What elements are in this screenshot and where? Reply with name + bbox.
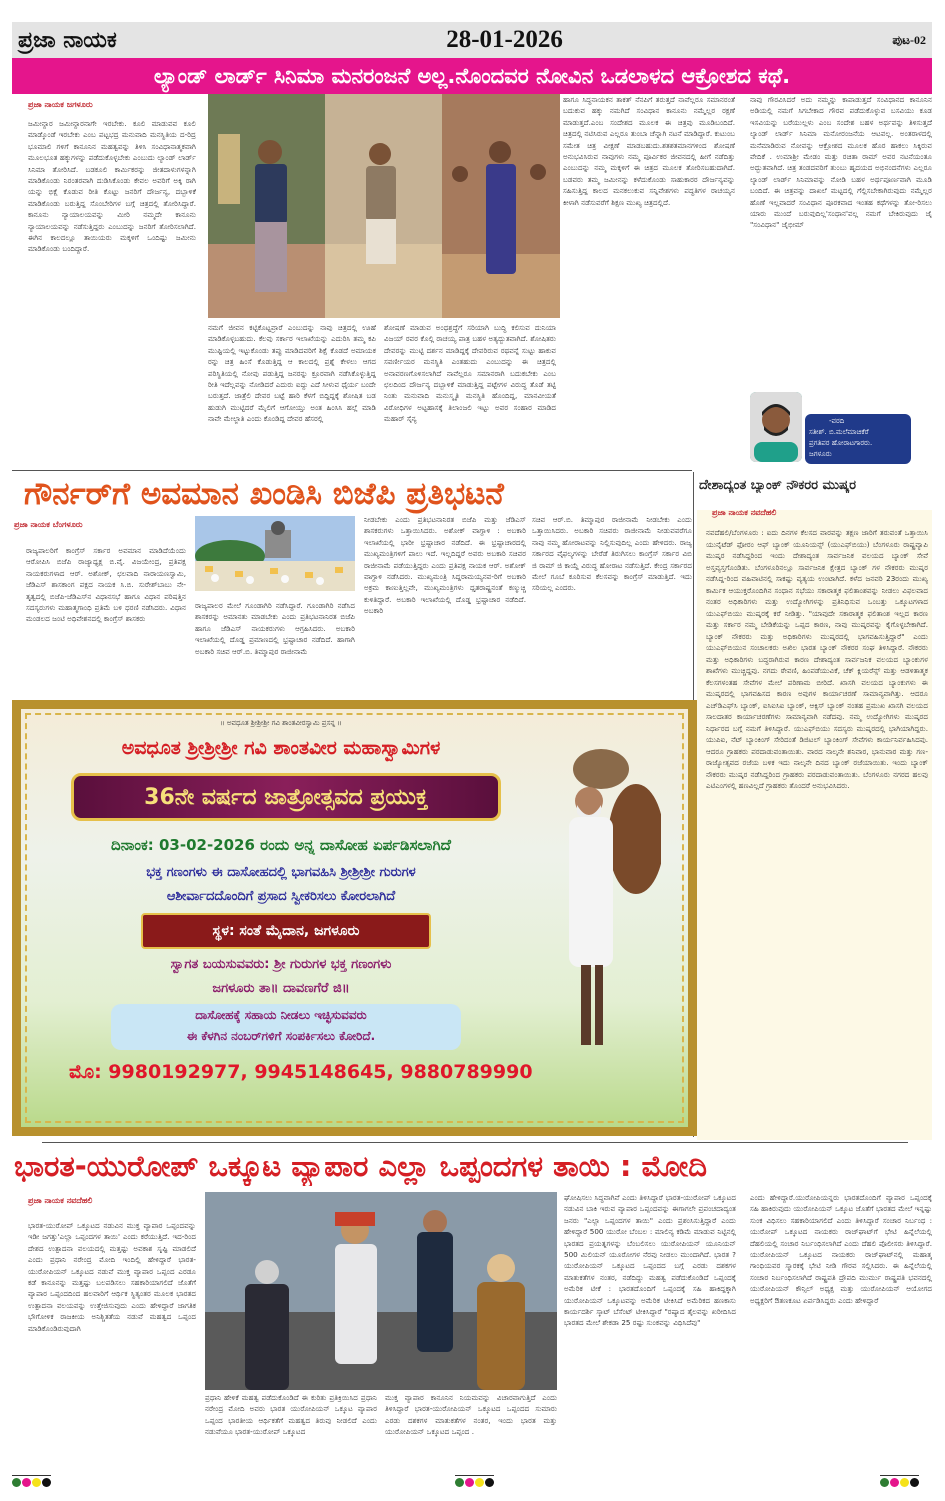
story1-column-1: ಜಮೀನ್ದಾರ ಜಮೀನ್ದಾರನಾಗೇ ಇರಬೇಕು. ಕೂಲಿ ಮಾಡುವವ ಕೂಲಿ ಮಾಡ್ಕೊಂಡೆ ಇರಬೇಕು ಎಂಬ ಪಟ್ಟಭದ್ರ ಮನುವಾದಿ ಮನಸ್ಥಿತಿಯ ದ-ರಿದ್ರ ಭೂಮಾಲಿ ಗಳಿಗೆ ಕಾನೂನಿನ ಮಹತ್ವವನ್ನು ತಿಳಿಸಿ ಸಂವಿಧಾನಾತ್ಮಕವಾಗಿ ಮೂಲಭೂತ ಹಕ್ಕುಗಳನ್ನು ಪಡೆದುಕೊಳ್ಳಬೇಕು ಎಂಬುದು ಲ್ಯಾಂಡ್ ಲಾರ್ಡ್ ಸಿನಿಮಾ ತೋರಿಸಿದೆ. ಬಡಕೂಲಿ ಕಾರ್ಮಿಕರನ್ನು ಜೀತದಾಳುಗಳನ್ನಾಗಿ ಮಾಡಿಕೊಂಡು ನಿರಂತರವಾಗಿ ದುಡಿಸಿಕೊಂಡು ಕೇವಲ ಅವರಿಗೆ ಅಕ್ಕಿ ರಾಗಿ ಯನ್ನು ಭಿಕ್ಷೆ ಕೊಡುವ ರೀತಿ ಕೊಟ್ಟು ಜನರಿಗೆ ದೌರ್ಜನ್ಯ, ದಬ್ಬಾಳಿಕೆ ಮಾಡಿಕೊಂಡು ಬರುತ್ತಿದ್ದ ಸೊಂಬೇರಿಗಳ ಬಗ್ಗೆ ಚಿತ್ರದಲ್ಲಿ ತೋರಿಸಿದ್ದಾರೆ. ಕಾನೂನು ನ್ಯಾಯಾಲಯವನ್ನು ಮೀರಿ ನಮ್ಮದೇ ಕಾನೂನು ನ್ಯಾಯಾಲಯವನ್ನು ನಡೆಸುತ್ತಿದ್ದರು ಎಂಬುದನ್ನು ಜನರಿಗೆ ತೋರಿಸಲಾಗಿದೆ. ಈಗಿನ ಕಾಲದಲ್ಲೂ ತಾಯಿಯರು ಮಕ್ಕಳಿಗೆ ಒಂದಿಷ್ಟು ಜಮೀನು ಮಾಡಿಕೊಂಡು ಬಂದಿದ್ದಾರೆ.: [28, 119, 196, 254]
story2-column-4: ಸಚಿವ ಆರ್.ಬಿ. ತಿಮ್ಮಾಪುರ ರಾಜೀನಾಮೆ ನೀಡಬೇಕು ಎಂದು ಒತ್ತಾಯಿಸಿದರು. ಅಬಕಾರಿ ಸಚಿವರು ರಾಜೀನಾಮೆ ನೀಡುವವರೆಗೂ ನಾವು ನಮ್ಮ ಹೋರಾಟವನ್ನು ನಿಲ್ಲಿಸುವುದಿಲ್ಲ ಎಂದು ಹೇಳಿದರು. ರಾಜ್ಯ ಸರ್ಕಾರದ ವೈಫಲ್ಯಗಳನ್ನು ಬೇರೆಡೆ ತಿರುಗಿಸಲು ಕಾಂಗ್ರೆಸ್ ಸರ್ಕಾರ ವಿಬಿ ಜಿ ರಾಮ್ ಜಿ ಕಾಯ್ದೆ ವಿರುದ್ಧ ಹೋರಾಟ ನಡೆಸುತ್ತಿದೆ. ಕೇಂದ್ರ ಸರ್ಕಾರದ ಮೇಲೆ ಗೂಬೆ ಕೂರಿಸುವ ಕೆಲಸವನ್ನು ಕಾಂಗ್ರೆಸ್ ಮಾಡುತ್ತಿದೆ. ಇದು ಸರಿಯಲ್ಲ ಎಂದರು.: [532, 515, 692, 593]
ad-line-1: ಭಕ್ತ ಗಣಂಗಳು ಈ ದಾಸೋಹದಲ್ಲಿ ಭಾಗವಹಿಸಿ ಶ್ರೀಶ್ರೀಶ್ರೀ ಗುರುಗಳ: [146, 865, 416, 880]
author-name: ಸತೀಶ್. ಬಿ.ಮಲೆಮಾಚಿಕೆರೆ: [809, 428, 869, 436]
story2-column-2: ರಾಜ್ಯಪಾಲರ ಮೇಲೆ ಗೂಂಡಾಗಿರಿ ನಡೆಸಿದ್ದಾರೆ. ಗೂಂಡಾಗಿರಿ ನಡೆಸಿದ ಶಾಸಕರನ್ನು ಅಮಾನತು ಮಾಡಬೇಕು ಎಂದು ಪ್ರತಿಭಟನಾನಿರತ ಬಿಜೆಪಿ ಹಾಗೂ ಜೆಡಿಎಸ್ ನಾಯಕರುಗಳು ಆಗ್ರಹಿಸಿದರು. ಅಬಕಾರಿ ಇಲಾಖೆಯಲ್ಲಿ ದೊಡ್ಡ ಪ್ರಮಾಣದಲ್ಲಿ ಭ್ರಷ್ಟಾಚಾರ ನಡೆದಿದೆ. ಹಾಗಾಗಿ ಅಬಕಾರಿ ಸಚಿವ ಆರ್.ಬಿ. ತಿಮ್ಮಾಪುರ ರಾಜೀನಾಮೆ: [195, 601, 355, 656]
story1-column-4: ಹಾಗೂ ಸಿದ್ಧನಾಯಕನ ತಾಕತ್ ನೆನಪಿಗೆ ತರುತ್ತದೆ ನಾವೆಲ್ಲರೂ ಸಮಾನರಂತೆ ಬದುಕುವ ಹಕ್ಕು ನಮಗಿದೆ ಸಂವಿಧಾನ ಕಾನೂನು ನಮ್ಮೆಲ್ಲರ ರಕ್ಷಣೆ ಮಾಡುತ್ತದೆ.ಎಂಬ ಸಂದೇಶದ ಮೂಲಕ ಈ ಚಿತ್ರವು ಮೂಡಿಬಂದಿದೆ. ಚಿತ್ರದಲ್ಲಿ ನಟಿಸಿರುವ ಎಲ್ಲರೂ ತುಂಬಾ ಚೆನ್ನಾಗಿ ನಟನೆ ಮಾಡಿದ್ದಾರೆ. ಕುಟುಂಬ ಸಮೇತ ಚಿತ್ರ ವೀಕ್ಷಣೆ ಮಾಡಬಹುದು.ಶತಶತಮಾನಗಳಿಂದ ಶೋಷಣೆ ಅನುಭವಿಸಿರುವ ನಾವುಗಳು ನಮ್ಮ ಪೂರ್ವಿಕರ ಜೀವನದಲ್ಲಿ ಹೀಗೆ ನಡೆದಿತ್ತು ಎಂಬುದನ್ನು ನಮ್ಮ ಮಕ್ಕಳಿಗೆ ಈ ಚಿತ್ರದ ಮೂಲಕ ತೋರಿಸಬಹುದಾಗಿದೆ. ಬಡವರು ತಮ್ಮ ಜಮೀನನ್ನು ಕಳೆದುಕೊಂಡು ಸಾಹುಕಾರರ ದೌರ್ಜನ್ಯವನ್ನು ಸಹಿಸುತ್ತಿದ್ದ ಕಾಲದ ಮನಕಲುಕುವ ಸನ್ನಿವೇಶಗಳು ಪದ್ಧತಿಗಳ ರಾಚಯ್ಯನ ಕೀಳಾಗಿ ನಡೆಸುವರೆಗೆ ಶಿಕ್ಷಣ ಮುಖ್ಯ ಚಿತ್ರದಲ್ಲಿದೆ.: [563, 95, 735, 207]
swami-image: [541, 729, 661, 1059]
story4-photo: [205, 1192, 557, 1390]
protest-image: [195, 516, 355, 591]
ad-phones: ಮೊ: 9980192977, 9945148645, 9880789990: [69, 1061, 533, 1083]
story4-column-2: ಪ್ರಧಾನಿ ಹೇಳಿಕೆ ಮಹತ್ವ ಪಡೆದುಕೊಂಡಿದೆ ಈ ಕುರಿತು ಪ್ರತಿಕ್ರಿಯಿಸಿದ ಪ್ರಧಾನಿ ನರೇಂದ್ರ ಮೋದಿ ಅವರು ಭಾರತ ಯುರೋಪಿಯನ್ ಒಕ್ಕೂಟ ವ್ಯಾಪಾರ ಒಪ್ಪಂದ ಭಾರತೀಯ ಆರ್ಥಿಕತೆಗೆ ಮಹತ್ವದ ತಿರುವು ನೀಡಲಿದೆ ಎಂದು ನಡುವೆಯೂ ಭಾರತ-ಯುರೋಪ್ ಒಕ್ಕೂಟದ: [205, 1393, 377, 1437]
author-photo: [750, 392, 802, 462]
story2-column-1: ರಾಜ್ಯಪಾಲರಿಗೆ ಕಾಂಗ್ರೆಸ್ ಸರ್ಕಾರ ಅವಮಾನ ಮಾಡಿದೆಯೆಂದು ಆರೋಪಿಸಿ ಬಿಜೆಪಿ ರಾಜ್ಯಾಧ್ಯಕ್ಷ ಬಿ.ವೈ. ವಿಜಯೇಂದ್ರ, ಪ್ರತಿಪಕ್ಷ ನಾಯಕರುಗಳಾದ ಆರ್. ಅಶೋಕ್, ಛಲವಾದಿ ನಾರಾಯಣಸ್ವಾಮಿ, ಜೆಡಿಎಸ್ ಶಾಸಕಾಂಗ ಪಕ್ಷದ ನಾಯಕ ಸಿ.ಬಿ. ಸುರೇಶ್‌ಬಾಬು ನೇ-ತೃತ್ವದಲ್ಲಿ ಬಿಜೆಪಿ-ಜೆಡಿಎಸ್‌ನ ವಿಧಾನಸಭೆ ಹಾಗೂ ವಿಧಾನ ಪರಿಷತ್ತಿನ ಸದಸ್ಯರುಗಳು ಮಹಾತ್ಮಗಾಂಧಿ ಪ್ರತಿಮೆ ಬಳಿ ಧರಣಿ ನಡೆಸಿದರು. ವಿಧಾನ ಮಂಡಲದ ಜಂಟಿ ಅಧಿವೇಶನದಲ್ಲಿ ಕಾಂಗ್ರೆಸ್ ಶಾಸಕರು: [26, 546, 186, 624]
author-sign: -ವರದಿ: [829, 417, 845, 425]
ad-help-1: ದಾಸೋಹಕ್ಕೆ ಸಹಾಯ ನೀಡಲು ಇಚ್ಛಿಸುವವರು: [195, 1008, 367, 1022]
ad-place: ಜಗಳೂರು ತಾ॥ ದಾವಣಗೆರೆ ಜಿ॥: [212, 981, 350, 996]
ad-venue: ಸ್ಥಳ: ಸಂತೆ ಮೈದಾನ, ಜಗಳೂರು: [212, 923, 360, 939]
author-box: [805, 414, 911, 464]
story2-byline: ಪ್ರಜಾ ನಾಯಕ ಬೆಂಗಳೂರು: [14, 520, 83, 529]
newspaper-title: ಪ್ರಜಾ ನಾಯಕ: [18, 27, 117, 53]
story2-column-3: ನೀಡಬೇಕು ಎಂದು ಪ್ರತಿಭಟನಾನಿರತ ಬಿಜೆಪಿ ಮತ್ತು ಜೆಡಿಎಸ್ ಶಾಸಕರುಗಳು ಒತ್ತಾಯಿಸಿದರು. ಅಶೋಕ್ ವಾಗ್ದಾಳಿ : ಅಬಕಾರಿ ಇಲಾಖೆಯಲ್ಲಿ ಭಾರೀ ಭ್ರಷ್ಟಾಚಾರ ನಡೆದಿದೆ. ಈ ಭ್ರಷ್ಟಾಚಾರದಲ್ಲಿ ಮುಖ್ಯಮಂತ್ರಿಗಳಿಗೆ ಪಾಲು ಇದೆ. ಇಲ್ಲದಿದ್ದರೆ ಅವರು ಅಬಕಾರಿ ಸಚಿವರ ರಾಜೀನಾಮೆ ಪಡೆಯುತ್ತಿದ್ದರು ಎಂದು ಪ್ರತಿಪಕ್ಷ ನಾಯಕ ಆರ್. ಅಶೋಕ್ ವಾಗ್ದಾಳಿ ನಡೆಸಿದರು. ಮುಖ್ಯಮಂತ್ರಿ ಸಿದ್ದರಾಮಯ್ಯನವ-ರಿಗೆ ಅಬಕಾರಿ ಅಕ್ರಮ ಕಾಣುತ್ತಿಲ್ಲವೇ, ಮುಖ್ಯಮಂತ್ರಿಗಳು ಧೃತರಾಷ್ಟ್ರನಂತೆ ಕಣ್ಮುಚ್ಚಿ ಕುಳಿತಿದ್ದಾರೆ. ಅಬಕಾರಿ ಇಲಾಖೆಯಲ್ಲಿ ದೊಡ್ಡ ಭ್ರಷ್ಟಾಚಾರ ನಡೆದಿದೆ. ಅಬಕಾರಿ: [364, 515, 526, 616]
swami-photo: [541, 729, 661, 1059]
masthead: [12, 22, 932, 58]
story1-column-3: ಶೋಷಣೆ ಮಾಡುವ ಅಂಧಶ್ರದ್ಧೆಗೆ ಸರಿಯಾಗಿ ಬುದ್ಧಿ ಕಲಿಸುವ ದುನಿಯಾ ವಿಜಯ್ ರವರ ಕೊಲ್ಲಿ ರಾಚಯ್ಯ ಪಾತ್ರ ಬಹಳ ಅತ್ಯದ್ಭುತವಾಗಿದೆ. ಶೋಷಿತರು ದೇವರನ್ನು ಮುಟ್ಟಿ ದರ್ಶನ ಮಾಡಿದ್ದಕ್ಕೆ ದೇವರಿರುವ ರಥವನ್ನೆ ಸುಟ್ಟು ಹಾಕುವ ಸವರ್ಣೀಯರ ಮನಸ್ಥಿತಿ ಎಂತಹುದು ಎಂಬುದನ್ನು ಈ ಚಿತ್ರದಲ್ಲಿ ಅನಾವರಣಗೊಳಿಸಲಾಗಿದೆ ನಾವೆಲ್ಲರೂ ಸಮಾನರಾಗಿ ಬದುಕಬೇಕು ಎಂಬ ಛಲದಿಂದ ದೌರ್ಜನ್ಯ ದಬ್ಬಾಳಿಕೆ ಮಾಡುತ್ತಿದ್ದ ಪಟ್ಟೇಗಳ ವಿರುದ್ಧ ತೊಡೆ ತಟ್ಟಿ ನಿಂತು ಮನುವಾದಿ ಮನುಸ್ಮೃತಿ ಮನಸ್ಥಿತಿ ಹೊಂದಿದ್ದ, ಮಾನವೀಯತೆ ವಿರೋಧಿಗಳ ಅಟ್ಟಹಾಸಕ್ಕೆ ತಿಲಾಂಜಲಿ ಇಟ್ಟು ಅವರ ಸಂಹಾರ ಮಾಡಿದ ಮಹಾರ್ ಸೈನ್ಯ: [384, 323, 556, 424]
ad-event-banner: [71, 773, 501, 821]
story4-byline: ಪ್ರಜಾ ನಾಯಕ ನವದೆಹಲಿ: [28, 1196, 93, 1205]
story4-column-4: ಘೋಷಿಸಲು ಸಿದ್ಧವಾಗಿವೆ ಎಂದು ತಿಳಿಸಿದ್ದಾರೆ ಭಾರತ-ಯುರೋಪ್ ಒಕ್ಕೂಟದ ನಡುವಿನ ಬಾಕಿ ಇರುವ ವ್ಯಾಪಾರ ಒಪ್ಪಂದವನ್ನು ಈಗಾಗಲೇ ಪ್ರಪಂಚದಾದ್ಯಂತ ಜನರು "ಎಲ್ಲಾ ಒಪ್ಪಂದಗಳ ತಾಯಿ" ಎಂದು ಪ್ರಶಂಸಿಸುತ್ತಿದ್ದಾರೆ ಎಂದು ಹೇಳಿದ್ದಾರೆ 500 ಯುರೋ ಬೆಂಬಲ : ಮಾಲಿನ್ಯ ಕಡಿಮೆ ಮಾಡುವ ನಿಟ್ಟಿನಲ್ಲಿ ಭಾರತದ ಪ್ರಯತ್ನಗಳನ್ನು ಬೆಂಬಲಿಸಲು ಯುರೋಪಿಯನ್ ಯೂನಿಯನ್ 500 ಮಿಲಿಯನ್ ಯೂರೋಗಳ ನೆರವು ನೀಡಲು ಮುಂದಾಗಿದೆ. ಭಾರತ ? ಯುರೋಪಿಯನ್ ಒಕ್ಕೂಟದ ಒಪ್ಪಂದದ ಬಗ್ಗೆ ಎರಡು ದಶಕಗಳ ಮಾತುಕತೆಗಳ ನಂತರ, ನಡೆದಿದ್ದು ಮಹತ್ವ ಪಡೆದುಕೊಂಡಿದೆ ಒಪ್ಪಂದಕ್ಕೆ ಅಮೆರಿಕ ಟೀಕೆ : ಭಾರತದೊಂದಿಗೆ ಒಪ್ಪಂದಕ್ಕೆ ಸಹಿ ಹಾಕಿದ್ದಕ್ಕಾಗಿ ಯುರೋಪಿಯನ್ ಒಕ್ಕೂಟವನ್ನು ಅಮೆರಿಕ ಟೀಕಿಸಿದೆ ಅಮೆರಿಕದ ಹಣಕಾಸು ಕಾರ್ಯದರ್ಶಿ ಸ್ಕಾಟ್ ಬೆಸೆಂಟ್ ಟೀಕಿಸಿದ್ದಾರೆ "ರಷ್ಯಾದ ತೈಲವನ್ನು ಖರೀದಿಸಿದ ಭಾರತದ ಮೇಲೆ ಶೇಕಡಾ 25 ರಷ್ಟು ಸುಂಕವನ್ನು ವಿಧಿಸಿದೆವು": [564, 1193, 736, 1328]
advertisement: [12, 700, 697, 1136]
story1-byline: ಪ್ರಜಾ ನಾಯಕ ಜಗಳೂರು: [28, 100, 93, 109]
story1-column-2: ನಮಗೆ ಜೀವನ ಕಟ್ಟಿಕೊಟ್ಟವ್ರಾರೆ ಎಂಬುದನ್ನು ನಾವು ಚಿತ್ರದಲ್ಲಿ ಊಹೆ ಮಾಡಿಕೊಳ್ಳಬಹುದು. ಕೆಲವು ಸರ್ಕಾರ ಇಲಾಖೆಯನ್ನು ಎದುರಿಸಿ ತಮ್ಮ ಕಪಿ ಮುಷ್ಟಿಯಲ್ಲಿ ಇಟ್ಟುಕೊಂಡು ತಪ್ಪು ಮಾಡಿದವರಿಗೆ ಶಿಕ್ಷೆ ಕೊಡದೆ ಅಮಾಯಕ ರನ್ನು ಚಿತ್ರ ಹಿಂಸೆ ಕೊಡುತ್ತಿದ್ದ ಆ ಕಾಲದಲ್ಲಿ ಪ್ರಶ್ನೆ ಕೇಳಲು ಆಗದ ಪರಿಸ್ಥಿತಿಯಲ್ಲಿ ನೋವು ಪಡುತ್ತಿದ್ದ ಜನರನ್ನು ಕ್ರೂರವಾಗಿ ನಡೆಸಿಕೊಳ್ಳುತ್ತಿದ್ದ ರೀತಿ ಇದೆಲ್ಲವನ್ನು ನೋಡಿದರೆ ಎದುರು ಐದ್ದು ಎದೆ ಸೀಳುವ ಧೈರ್ಯ ಬಂದೇ ಬರುತ್ತದೆ. ಜಾತ್ರೆಲಿ ದೇವರ ಬಟ್ಟೆ ಹಾರಿ ಕೆಳಗೆ ಬಿದ್ದಿದ್ದಕ್ಕೆ ಶೋಷಿತ ಬಡ ಹುಡುಗಿ ಮುಟ್ಟಿದರೆ ಮೈಲಿಗೆ ಆಗೋಯ್ತು ಅಂತ ಹಿಂಸಿಸಿ ಹಲ್ಲೆ ಮಾಡಿ ನಾವೇ ಮೇಲ್ಜಾತಿ ಎಂದು ಕೊಂಡಿದ್ದ ದೇವರ ಹೆಸರಲ್ಲಿ: [208, 323, 376, 424]
lead-headline: ಲ್ಯಾಂಡ್ ಲಾರ್ಡ್ ಸಿನಿಮಾ ಮನರಂಜನೆ ಅಲ್ಲ.ನೊಂದವರ ನೋವಿನ ಒಡಲಾಳದ ಆಕ್ರೋಶದ ಕಥೆ.: [12, 58, 932, 94]
story3-headline: ದೇಶಾದ್ಯಂತ ಬ್ಯಾಂಕ್ ನೌಕರರ ಮುಷ್ಕರ: [699, 478, 856, 493]
film-stills-image: [208, 94, 560, 318]
story1-photo: [208, 94, 560, 318]
page-number: ಪುಟ-02: [892, 32, 926, 47]
ad-title: ಅವಧೂತ ಶ್ರೀಶ್ರೀಶ್ರೀ ಗವಿ ಶಾಂತವೀರ ಮಹಾಸ್ವಾಮಿಗಳ: [121, 737, 441, 759]
author-place: ಜಗಳೂರು: [809, 450, 832, 458]
summit-image: [205, 1192, 557, 1390]
story4-column-3: ಮುಕ್ತ ವ್ಯಾಪಾರ ಕಾನೂನಿನ ನಿಯಮವನ್ನು ವಿಚಾರವಾಗುತ್ತಿದೆ ಎಂದು ತಿಳಿಸಿದ್ದಾರೆ ಭಾರತ-ಯುರೋಪಿಯನ್ ಒಕ್ಕೂಟದ ಒಪ್ಪಂದದ ಸುಮಾರು ಎರಡು ದಶಕಗಳ ಮಾತುಕತೆಗಳ ನಂತರ, ಇಂದು ಭಾರತ ಮತ್ತು ಯುರೋಪಿಯನ್ ಒಕ್ಕೂಟದ ಒಪ್ಪಂದ .: [385, 1393, 557, 1437]
ad-line-2: ಆಶೀರ್ವಾದದೊಂದಿಗೆ ಪ್ರಸಾದ ಸ್ವೀಕರಿಸಲು ಕೋರಲಾಗಿದೆ: [166, 889, 396, 904]
story2-photo: [195, 516, 355, 591]
registration-mark-center: [455, 1475, 494, 1487]
ad-date-line: ದಿನಾಂಕ: 03-02-2026 ರಂದು ಅನ್ನ ದಾಸೋಹ ಏರ್ಪಡಿಸಲಾಗಿದೆ: [111, 836, 451, 854]
ad-venue-box: [141, 913, 431, 949]
story4-column-5: ಎಂದು ಹೇಳಿದ್ದಾರೆ.ಯುರೋಪಿಯನ್ನರು ಭಾರತದೊಂದಿಗೆ ವ್ಯಾಪಾರ ಒಪ್ಪಂದಕ್ಕೆ ಸಹಿ ಹಾಕಿರುವುದು ಯುರೋಪಿಯನ್ ಒಕ್ಕೂಟ ಜೊತೆಗೆ ಭಾರತದ ಮೇಲೆ ಇನ್ನಷ್ಟು ಸುಂಕ ವಿಧಿಸಲು ಸಹಕಾರಿಯಾಗಲಿದೆ ಎಂದು ತಿಳಿಸಿದ್ದಾರೆ ಸಂಚಾರ ನಿರ್ಬಂಧ : ಯುರೋಪ್ ಒಕ್ಕೂಟದ ನಾಯಕರು ರಾಜ್‌ಘಾಟ್‌ಗೆ ಭೇಟಿ ಹಿನ್ನೆಲೆಯಲ್ಲಿ ದೆಹಲಿಯಲ್ಲಿ ಸಂಚಾರ ನಿರ್ಬಂಧಿಸಲಾಗಿದೆ ಎಂದು ದೆಹಲಿ ಪೊಲೀಸರು ತಿಳಿಸಿದ್ದಾರೆ. ಯುರೋಪಿಯನ್ ಒಕ್ಕೂಟದ ನಾಯಕರು ರಾಜ್‌ಘಾಟ್‌ನಲ್ಲಿ ಮಹಾತ್ಮ ಗಾಂಧಿಯವರ ಸ್ಮಾರಕಕ್ಕೆ ಭೇಟಿ ನೀಡಿ ಗೌರವ ಸಲ್ಲಿಸಿದರು. ಈ ಹಿನ್ನೆಲೆಯಲ್ಲಿ ಸಂಚಾರ ನಿರ್ಬಂಧಿಸಲಾಗಿದೆ ರಾಷ್ಟ್ರಪತಿ ದ್ರೌಪದಿ ಮುರ್ಮು ರಾಷ್ಟ್ರಪತಿ ಭವನದಲ್ಲಿ ಯುರೋಪಿಯನ್ ಕೌನ್ಸಿಲ್ ಅಧ್ಯಕ್ಷ ಮತ್ತು ಯುರೋಪಿಯನ್ ಆಯೋಗದ ಅಧ್ಯಕ್ಷರಿಗೆ ಔತಣಕೂಟ ಏರ್ಪಡಿಸಿದ್ದರು ಎಂದು ಹೇಳಿದ್ದಾರೆ: [750, 1193, 932, 1305]
divider: [42, 1142, 908, 1143]
story1-column-5: ನಾವು ಗೌರವಿಸಿದರೆ ಅದು ನಮ್ಮನ್ನು ಕಾಪಾಡುತ್ತದೆ ಸಂವಿಧಾನದ ಕಾನೂನಿನ ಅಡಿಯಲ್ಲಿ ನಮಗೆ ಸಿಗಬೇಕಾದ ಗೌರವ ಪಡೆದುಕೊಳ್ಳುವ ಬಸವಿಯು ಕೂಡ ಇಸವಿಯನ್ನು ಬರೆಯುಲ್ಲಳು ಎಂಬ ಸಂದೇಶ ಬಹಳ ಅರ್ಥವನ್ನು ತಿಳಿಸುತ್ತದೆ ಲ್ಯಾಂಡ್ ಲಾರ್ಡ್ ಸಿನಿಮಾ ಮನೋರಂಜನೆಯ ಆಟವಲ್ಲ. ಅಂತರಾಳದಲ್ಲಿ ಮನೆಮಾಡಿರುವ ನೋವನ್ನು ಆಕ್ರೋಶದ ಮೂಲಕ ಹೊರ ಹಾಕಲು ಸಿಕ್ಕಿರುವ ವೇದಿಕೆ . ಉಮಾಶ್ರೀ ಮೇಡಂ ಮತ್ತು ರಚಿತಾ ರಾಮ್ ಅವರ ನಟನೆಯಂತೂ ಅದ್ಭುತವಾಗಿದೆ. ಚಿತ್ರ ತಂಡದವರಿಗೆ ತುಂಬು ಹೃದಯದ ಅಭಿನಂದನೆಗಳು ಎಲ್ಲರೂ ಲ್ಯಾಂಡ್ ಲಾರ್ಡ್ ಸಿನಿಮಾವನ್ನು ನೋಡಿ ಬಹಳ ಅರ್ಥಪೂರ್ಣವಾಗಿ ಮೂಡಿ ಬಂದಿದೆ. ಈ ಚಿತ್ರವನ್ನು ದಾಖಲೆ ಮಟ್ಟದಲ್ಲಿ ಗೆಲ್ಲಿಸಬೇಕಾಗಿರುವುದು ನಮ್ಮೆಲ್ಲರ ಹೊಣೆ ಇಲ್ಲವಾದರೆ ಸಂವಿಧಾನ ಪೂರಕವಾದ ಇಂತಹ ಕಥೆಗಳನ್ನು ತೋ-ರಿಸಲು ಯಾರು ಮುಂದೆ ಬರುವುದಿಲ್ಲ'ಸಂಧಾನ'ವಲ್ಲ ನಮಗೆ ಬೇಕಿರುವುದು ಜೈ "ಸಂವಿಧಾನ" ಜೈಭೀಮ್: [750, 95, 932, 230]
ad-event: 36ನೇ ವರ್ಷದ ಜಾತ್ರೋತ್ಸವದ ಪ್ರಯುಕ್ತ: [144, 784, 428, 810]
author-role: ಪ್ರಗತಿಪರ ಹೋರಾಟಗಾರರು.: [809, 439, 873, 447]
divider: [12, 470, 692, 471]
story4-column-1: ಭಾರತ-ಯುರೋಪ್ ಒಕ್ಕೂಟದ ನಡುವಿನ ಮುಕ್ತ ವ್ಯಾಪಾರ ಒಪ್ಪಂದವನ್ನು ಇಡೀ ಜಗತ್ತು'ಎಲ್ಲಾ ಒಪ್ಪಂದಗಳ ತಾಯಿ' ಎಂದು ಕರೆಯುತ್ತಿದೆ. ಇದ-ರಿಂದ ದೇಶದ ಉತ್ಪಾದನಾ ವಲಯದಲ್ಲಿ ಮತ್ತಷ್ಟು ಅವಕಾಶ ಸೃಷ್ಟಿ ಮಾಡಲಿದೆ ಎಂದು ಪ್ರಧಾನಿ ನರೇಂದ್ರ ಮೋದಿ ಇಂದಿಲ್ಲಿ ಹೇಳಿದ್ದಾರೆ ಭಾರತ-ಯುರೋಪಿಯನ್ ಒಕ್ಕೂಟದ ನಡುವೆ ಮುಕ್ತ ವ್ಯಾಪಾರ ಒಪ್ಪಂದ ಎರಡೂ ಕಡೆ ಕಾನೂನನ್ನು ಮತ್ತಷ್ಟು ಬಲಪಡಿಸಲು ಸಹಕಾರಿಯಾಗಲಿದೆ ಜೊತೆಗೆ ವ್ಯಾಪಾರ ಒಪ್ಪಂದದಿಂದ ಹಲವಾರಿಗೆ ಆರ್ಥಿಕ ಸ್ಥಿತ್ಯಂತರ ಮೂಲಕ ಭಾರತದ ಉತ್ಪಾದನಾ ವಲಯವನ್ನು ಉತ್ತೇಜಿಸುವುದು ಎಂದು ಹೇಳಿದ್ದಾರೆ ಜಾಗತಿಕ ಭೌಗೋಳಿಕ ರಾಜಕೀಯ ಅನಿಶ್ಚಿತತೆಯ ನಡುವೆ ಮಹತ್ವದ ಒಪ್ಪಂದ ಮಾಡಿಕೊಂಡಿರುವುದಾಗಿ: [28, 1221, 196, 1333]
registration-mark-right: [880, 1475, 919, 1487]
story3-byline: ಪ್ರಜಾ ನಾಯಕ ನವದೆಹಲಿ: [712, 508, 777, 517]
ad-help-2: ಈ ಕೆಳಗಿನ ನಂಬರ್‌ಗಳಿಗೆ ಸಂಪರ್ಕಿಸಲು ಕೋರಿದೆ.: [186, 1029, 376, 1043]
story2-headline: ಗೌರ್ನರ್‌ಗೆ ಅವಮಾನ ಖಂಡಿಸಿ ಬಿಜೆಪಿ ಪ್ರತಿಭಟನೆ: [24, 476, 504, 512]
story4-headline: ಭಾರತ-ಯುರೋಪ್ ಒಕ್ಕೂಟ ವ್ಯಾಪಾರ ಎಲ್ಲಾ ಒಪ್ಪಂದಗಳ ತಾಯಿ : ಮೋದಿ: [14, 1149, 707, 1183]
story3-body: ನವದೆಹಲಿ/ಬೆಂಗಳೂರು : ಐದು ದಿನಗಳ ಕೆಲಸದ ವಾರವನ್ನು ತಕ್ಷಣ ಜಾರಿಗೆ ತರುವಂತೆ ಒತ್ತಾಯಿಸಿ ಯುನೈಟೆಡ್ ಫೋರಂ ಆಫ್ ಬ್ಯಾಂಕ್ ಯೂನಿಯನ್ಸ್ (ಯುಎಫ್‌ಬಿಯು) ಬೆಂಗಳೂರು ರಾಷ್ಟ್ರವ್ಯಾಪಿ ಮುಷ್ಕರ ನಡೆಸಿದ್ದರಿಂದ ಇಂದು ದೇಶಾದ್ಯಂತ ಸಾರ್ವಜನಿಕ ವಲಯದ ಬ್ಯಾಂಕ್ ಸೇವೆ ಅಸ್ತವ್ಯಸ್ತಗೊಂಡಿತು. ಬೆಂಗಳೂರಿನಲ್ಲೂ ಸಾರ್ವಜನಿಕ ಕ್ಷೇತ್ರದ ಬ್ಯಾಂಕ್ ಗಳ ನೌಕರರು ಮುಷ್ಕರ ನಡೆಸಿದ್ದ-ರಿಂದ ವಹಿವಾಟಿನಲ್ಲಿ ಸಾಕಷ್ಟು ವ್ಯತ್ಯಯ ಉಂಟಾಗಿದೆ. ಕಳೆದ ಜನವರಿ 23ರಂದು ಮುಖ್ಯ ಕಾರ್ಮಿಕ ಆಯುಕ್ತರೊಂದಿಗಿನ ಸಂಧಾನ ಸಭೆಯು ಸಕಾರಾತ್ಮಕ ಫಲಿತಾಂಶವನ್ನು ನೀಡಲು ವಿಫಲವಾದ ನಂತರ ಅಧಿಕಾರಿಗಳು ಮತ್ತು ಉದ್ಯೋಗಿಗಳನ್ನು ಪ್ರತಿನಿಧಿಸುವ ಒಂಬತ್ತು ಒಕ್ಕೂಟಗಳಾದ ಯುಎಫ್‌ಬಿಯು ಮುಷ್ಕರಕ್ಕೆ ಕರೆ ನೀಡಿತ್ತು. "ಯಾವುದೇ ಸಕಾರಾತ್ಮಕ ಫಲಿತಾಂಶ ಇಲ್ಲದ ಕಾರಣ ಮತ್ತು ಸರ್ಕಾರ ನಮ್ಮ ಬೇಡಿಕೆಯನ್ನು ಒಪ್ಪದ ಕಾರಣ, ನಾವು ಮುಷ್ಕರವನ್ನು ಕೈಗೊಳ್ಳಬೇಕಾಗಿದೆ. ಬ್ಯಾಂಕ್ ನೌಕರರು ಮತ್ತು ಅಧಿಕಾರಿಗಳು ಮುಷ್ಕರದಲ್ಲಿ ಭಾಗವಹಿಸುತ್ತಿದ್ದಾರೆ" ಎಂದು ಯುಎಫ್‌ಬಿಯುನ ಸಂಚಾಲಕರು ಅಖಿಲ ಭಾರತ ಬ್ಯಾಂಕ್ ನೌಕರರ ಸಂಘ ತಿಳಿಸಿದ್ದಾರೆ. ನೌಕರರು ಮತ್ತು ಅಧಿಕಾರಿಗಳು ಬದ್ಧರಾಗಿರುವ ಕಾರಣ ದೇಶಾದ್ಯಂತ ಸಾರ್ವಜನಿಕ ವಲಯದ ಬ್ಯಾಂಕುಗಳ ಶಾಖೆಗಳು ಮುಚ್ಚಿದ್ದವು. ನಗದು ಠೇವಣಿ, ಹಿಂಪಡೆಯುವಿಕೆ, ಚೆಕ್ ಕ್ಲಿಯರೆನ್ಸ್ ಮತ್ತು ಆಡಳಿತಾತ್ಮಕ ಕೆಲಸಗಳಂತಹ ಸೇವೆಗಳ ಮೇಲೆ ಪರಿಣಾಮ ಬೀರಿದೆ. ಖಾಸಗಿ ವಲಯದ ಬ್ಯಾಂಕುಗಳು ಈ ಮುಷ್ಕರದಲ್ಲಿ ಭಾಗವಹಿಸದ ಕಾರಣ ಅವುಗಳ ಕಾರ್ಯಾಚರಣೆ ಸಾಮಾನ್ಯವಾಗಿತ್ತು. ಆದರೂ ಎಚ್‌ಡಿಎಫ್‌ಸಿ ಬ್ಯಾಂಕ್, ಐಸಿಐಸಿಐ ಬ್ಯಾಂಕ್, ಆಕ್ಸಿಸ್ ಬ್ಯಾಂಕ್ ನಂತಹ ಪ್ರಮುಖ ಖಾಸಗಿ ವಲಯದ ಸಾಲದಾತರ ಕಾರ್ಯಾಚರಣೆಗಳು ಸಾಮಾನ್ಯವಾಗಿ ನಡೆದವು. ನಮ್ಮ ಉದ್ಯೋಗಿಗಳು ಮುಷ್ಕರದ ನಿರ್ಧಾರದ ಬಗ್ಗೆ ನಮಗೆ ತಿಳಿಸಿದ್ದಾರೆ. ಯುಎಫ್‌ಬಿಯು ಸದಸ್ಯರು ಮುಷ್ಕರದಲ್ಲಿ ಭಾಗಿಯಾಗಿದ್ದರು. ಯುಪಿಐ, ನೆಟ್ ಬ್ಯಾಂಕಿಂಗ್ ಸೇರಿದಂತೆ ಡಿಜಿಟಲ್ ಬ್ಯಾಂಕಿಂಗ್ ಸೇವೆಗಳು ಕಾರ್ಯನಿರ್ವಹಿಸಿದವು. ಆದರೂ ಗ್ರಾಹಕರು ಪರದಾಡುವಂತಾಯಿತು. ವಾರದ ನಾಲ್ಕನೇ ಶನಿವಾರ, ಭಾನುವಾರ ಮತ್ತು ಗಣ-ರಾಜ್ಯೋತ್ಸವದ ರಜೆಯ ಬಳಿಕ ಇದು ನಾಲ್ಕನೇ ದಿನದ ಬ್ಯಾಂಕ್ ರಜೆಯಾಯಿತು. ಇಂದು ಬ್ಯಾಂಕ್ ನೌಕರರು ಮುಷ್ಕರ ನಡೆಸಿದ್ದರಿಂದ ಗ್ರಾಹಕರು ಪರದಾಡುವಂತಾಯಿತು. ಬೆಂಗಳೂರು ನಗರದ ಹಲವು ಎಟಿಎಂಗಳಲ್ಲಿ ಹಣವಿಲ್ಲದೆ ಗ್ರಾಹಕರು ತೊಂದರೆ ಅನುಭವಿಸಿದರು.: [706, 528, 928, 790]
author-portrait-image: [750, 392, 802, 462]
issue-date: 28-01-2026: [446, 26, 563, 53]
ad-top-line: ॥ ಅವಧೂತ ಶ್ರೀಶ್ರೀಶ್ರೀ ಗವಿ ಶಾಂತವೀರಸ್ವಾಮಿ ಪ್ರಸನ್ನ ॥: [220, 719, 342, 727]
ad-welcome: ಸ್ವಾಗತ ಬಯಸುವವರು: ಶ್ರೀ ಗುರುಗಳ ಭಕ್ತ ಗಣಂಗಳು: [170, 957, 392, 972]
registration-mark-left: [12, 1475, 51, 1487]
